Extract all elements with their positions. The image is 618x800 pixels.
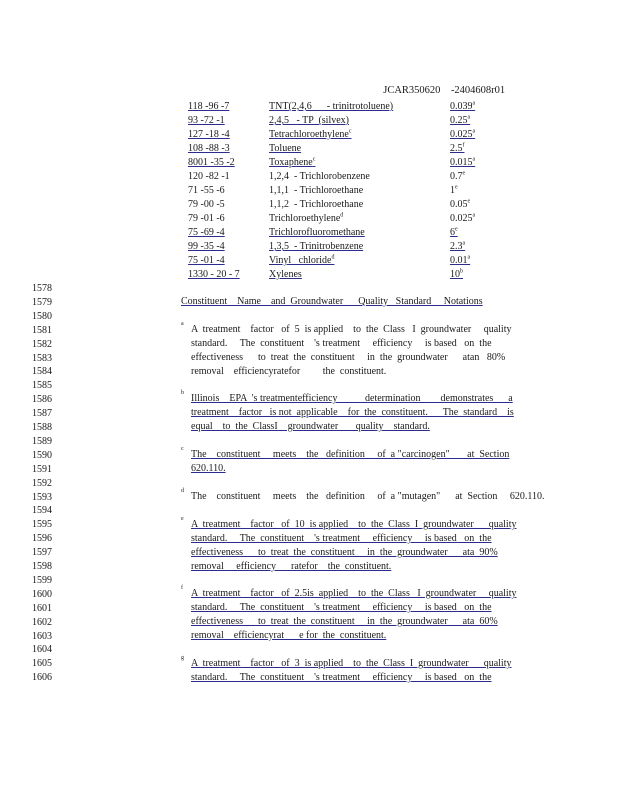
standard-footnote-marker: a — [472, 212, 476, 219]
line-number: 1584 — [32, 366, 52, 378]
footnote-line: standard. The constituent 's treatment efficiency is based on the — [191, 532, 492, 544]
cas-number: 120 -82 -1 — [188, 171, 230, 182]
name-footnote-marker: d — [331, 254, 335, 261]
cas-number: 1330 - 20 - 7 — [188, 269, 240, 280]
standard-footnote-marker: a — [472, 100, 476, 107]
line-number: 1601 — [32, 602, 52, 614]
standard-value: 6e — [450, 226, 458, 238]
constituent-name: Xylenes — [269, 269, 302, 280]
line-number: 1604 — [32, 644, 52, 656]
standard-footnote-marker: a — [467, 254, 471, 261]
cas-number: 108 -88 -3 — [188, 143, 230, 154]
footnote-marker: b — [181, 390, 184, 396]
standard-footnote-marker: e — [467, 198, 471, 205]
line-number: 1603 — [32, 630, 52, 642]
constituent-name: 2,4,5 - TP (silvex) — [269, 115, 349, 126]
footnote-line: A treatment factor of 3 is applied to the Class I groundwater quality — [191, 658, 512, 669]
name-footnote-marker: c — [312, 156, 316, 163]
line-number: 1599 — [32, 574, 52, 586]
line-number: 1602 — [32, 616, 52, 628]
document-header — [378, 74, 505, 96]
footnote-line: equal to the ClassI groundwater quality standard. — [191, 420, 430, 432]
standard-footnote-marker: a — [472, 156, 476, 163]
document-revision: -2404608r01 — [450, 85, 506, 96]
footnote-line: removal efficiency ratefor the constituent. — [191, 560, 392, 572]
constituent-name: 1,1,1 - Trichloroethane — [269, 185, 364, 196]
standard-footnote-marker: f — [462, 142, 465, 149]
document-id: JCAR350620 — [383, 85, 441, 96]
constituent-name: Vinyl chloride$^d$ — [269, 254, 335, 266]
footnote-line: treatment factor is not applicable for the constituent. The standard is — [191, 406, 514, 418]
line-number: 1606 — [32, 672, 52, 684]
standard-footnote-marker: a — [467, 114, 471, 121]
footnote-marker: d — [181, 488, 184, 494]
line-number: 1586 — [32, 394, 52, 406]
cas-number: 79 -00 -5 — [188, 199, 225, 210]
line-number: 1580 — [32, 310, 52, 322]
footnote-line: standard. The constituent 's treatment efficiency is based on the — [191, 601, 492, 613]
footnote-line: A treatment factor of 2.5is applied to the Class I groundwater quality — [191, 588, 517, 599]
footnote-line: removal efficiencyratefor the constituent. — [191, 365, 387, 377]
line-number: 1583 — [32, 352, 52, 364]
cas-number: 118 -96 -7 — [188, 101, 230, 112]
cas-number: 75 -69 -4 — [188, 227, 225, 238]
footnote-line: A treatment factor of 5 is applied to the Class I groundwater quality — [191, 324, 512, 335]
cas-number: 79 -01 -6 — [188, 213, 225, 224]
footnote-line: A treatment factor of 10 is applied to the Class I groundwater quality — [191, 519, 517, 530]
constituent-name: Toxaphene$^c$ — [269, 156, 316, 168]
cas-number: 75 -01 -4 — [188, 255, 225, 266]
footnote-marker: f — [181, 585, 183, 591]
line-number: 1588 — [32, 422, 52, 433]
standard-value: 0.039$^a$ — [450, 100, 476, 112]
line-number: 1594 — [32, 505, 52, 517]
constituent-name: Trichlorofluoromethane — [269, 227, 365, 238]
constituent-name: TNT(2,4,6 - trinitrotoluene) — [269, 101, 394, 112]
footnote-line: removal efficiencyrat e for the constituent. — [191, 629, 387, 641]
cas-number: 8001 -35 -2 — [188, 157, 235, 168]
cas-number: 71 -55 -6 — [188, 185, 225, 196]
standard-footnote-marker: e — [455, 184, 458, 191]
line-number: 1598 — [32, 561, 52, 572]
line-number: 1590 — [32, 449, 52, 461]
line-number: 1591 — [32, 463, 52, 475]
standard-value: 1e — [450, 184, 458, 196]
constituent-name: Trichloroethylene$^d$ — [269, 212, 344, 224]
standard-value: 2.3$^a$ — [450, 240, 466, 252]
footnote-line: effectiveness to treat the constituent in the groundwater ata 90% — [191, 546, 498, 558]
footnote-marker: c — [181, 446, 184, 452]
line-number: 1597 — [32, 547, 52, 559]
name-footnote-marker: d — [340, 212, 344, 219]
footnote-line: The constituent meets the definition of a "mutagen" at Section 620.110. — [191, 491, 545, 502]
standard-value: 0.025$^a$ — [450, 128, 476, 140]
standard-value: 0.015$^a$ — [450, 156, 476, 168]
standard-footnote-marker: e — [462, 170, 466, 177]
standard-footnote-marker: e — [455, 226, 458, 233]
standard-footnote-marker: b — [460, 268, 463, 275]
constituent-name: 1,3,5 - Trinitrobenzene — [269, 241, 364, 252]
footnote-line: standard. The constituent 's treatment efficiency is based on the — [191, 337, 492, 349]
footnote-line: standard. The constituent 's treatment efficiency is based on the — [191, 671, 492, 683]
footnote-line: 620.110. — [191, 462, 226, 474]
line-number: 1596 — [32, 533, 52, 545]
standard-value: 0.01$^a$ — [450, 254, 471, 266]
cas-number: 127 -18 -4 — [188, 129, 230, 140]
line-number: 1579 — [32, 296, 52, 308]
footnote-line: Illinois EPA 's treatmentefficiency determination demonstrates a — [191, 393, 513, 404]
line-number: 1595 — [32, 519, 52, 531]
line-number: 1581 — [32, 324, 52, 336]
standard-value: 10$^b$ — [450, 268, 463, 280]
cas-number: 99 -35 -4 — [188, 241, 225, 252]
notations-title: Constituent Name and Groundwater Quality Standard Notations — [181, 296, 483, 307]
name-footnote-marker: c — [348, 128, 352, 135]
standard-footnote-marker: a — [462, 240, 466, 247]
footnote-line: effectiveness to treat the constituent in the groundwater ata 60% — [191, 615, 498, 627]
footnote-marker: g — [181, 655, 184, 661]
line-number: 1587 — [32, 408, 52, 420]
standard-value: 0.025$^a$ — [450, 212, 476, 224]
standard-value: 0.7e — [450, 170, 466, 182]
standard-value: 2.5$^f$ — [450, 142, 465, 154]
line-number: 1600 — [32, 588, 52, 600]
line-number: 1589 — [32, 435, 52, 447]
line-number: 1605 — [32, 658, 52, 670]
footnote-line: The constituent meets the definition of a "carcinogen" at Section — [191, 449, 510, 460]
line-number: 1582 — [32, 338, 52, 350]
line-number: 1578 — [32, 283, 52, 294]
constituent-name: Tetrachloroethylene$^c$ — [269, 128, 352, 140]
cas-number: 93 -72 -1 — [188, 115, 225, 126]
standard-value: 0.25$^a$ — [450, 114, 471, 126]
standard-value: 0.05e — [450, 198, 471, 210]
standard-footnote-marker: a — [472, 128, 476, 135]
constituent-name: 1,1,2 - Trichloroethane — [269, 199, 364, 210]
line-number: 1592 — [32, 477, 52, 489]
footnote-line: effectiveness to treat the constituent in the groundwater atan 80% — [191, 351, 506, 363]
constituent-name: Toluene — [269, 143, 302, 154]
line-number: 1593 — [32, 491, 52, 503]
footnote-marker: a — [181, 321, 184, 327]
footnote-marker: e — [181, 516, 184, 522]
constituent-name: 1,2,4 - Trichlorobenzene — [269, 171, 370, 182]
line-number: 1585 — [32, 380, 52, 392]
